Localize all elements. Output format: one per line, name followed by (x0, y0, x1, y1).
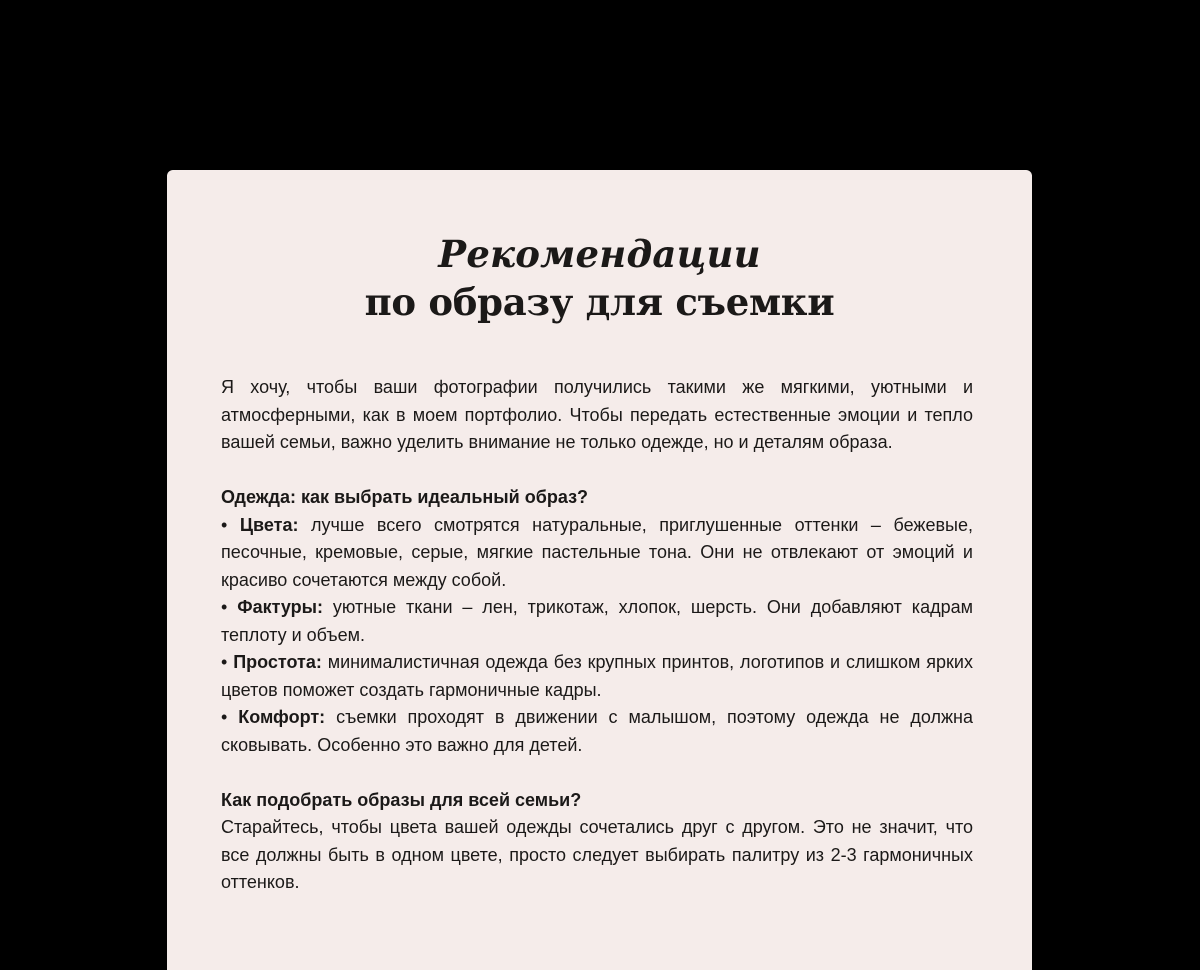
clothing-item-colors (221, 512, 973, 595)
bullet: • (221, 652, 228, 672)
item-label: Цвета: (239, 514, 299, 535)
item-text: минималистичная одежда без крупных принтов, логотипов и слишком ярких цветов поможет создать гармоничные кадры. (221, 652, 973, 700)
document-body (221, 374, 973, 897)
item-label: Простота: (233, 652, 322, 672)
paragraph-gap (221, 759, 973, 787)
item-text: лучше всего смотрятся натуральные, приглушенные оттенки – бежевые, песочные, кремовые, серые, мягкие пастельные тона. Они не отвлекают от эмоций и красиво сочетаются между собой. (221, 514, 973, 590)
item-text: уютные ткани – лен, трикотаж, хлопок, шерсть. Они добавляют кадрам теплоту и объем. (221, 597, 973, 645)
bullet: • (221, 707, 228, 727)
family-heading: Как подобрать образы для всей семьи? (221, 789, 582, 810)
intro-paragraph: Я хочу, чтобы ваши фотографии получились такими же мягкими, уютными и атмосферными, как в моем портфолио. Чтобы передать естественные эмоции и тепло вашей семьи, важно уделить внимание не только одежде, но и деталям образа. (221, 377, 973, 452)
family-paragraph: Старайтесь, чтобы цвета вашей одежды сочетались друг с другом. Это не значит, что все должны быть в одном цвете, просто следует выбирать палитру из 2-3 гармоничных оттенков. (221, 817, 973, 892)
item-label: Комфорт: (238, 707, 326, 727)
item-label: Фактуры: (237, 597, 323, 617)
bullet: • (221, 514, 228, 535)
bullet: • (221, 597, 228, 617)
document-card (167, 170, 1032, 970)
title-line-1: Рекомендации (438, 232, 761, 276)
clothing-item-simplicity (221, 649, 973, 704)
document-title (167, 230, 1032, 326)
clothing-item-textures (221, 594, 973, 649)
title-line-2: по образу для съемки (364, 280, 835, 324)
clothing-item-comfort (221, 704, 973, 759)
paragraph-gap (221, 457, 973, 485)
clothing-heading: Одежда: как выбрать идеальный образ? (221, 487, 589, 507)
item-text: съемки проходят в движении с малышом, поэтому одежда не должна сковывать. Особенно это важно для детей. (221, 707, 973, 755)
